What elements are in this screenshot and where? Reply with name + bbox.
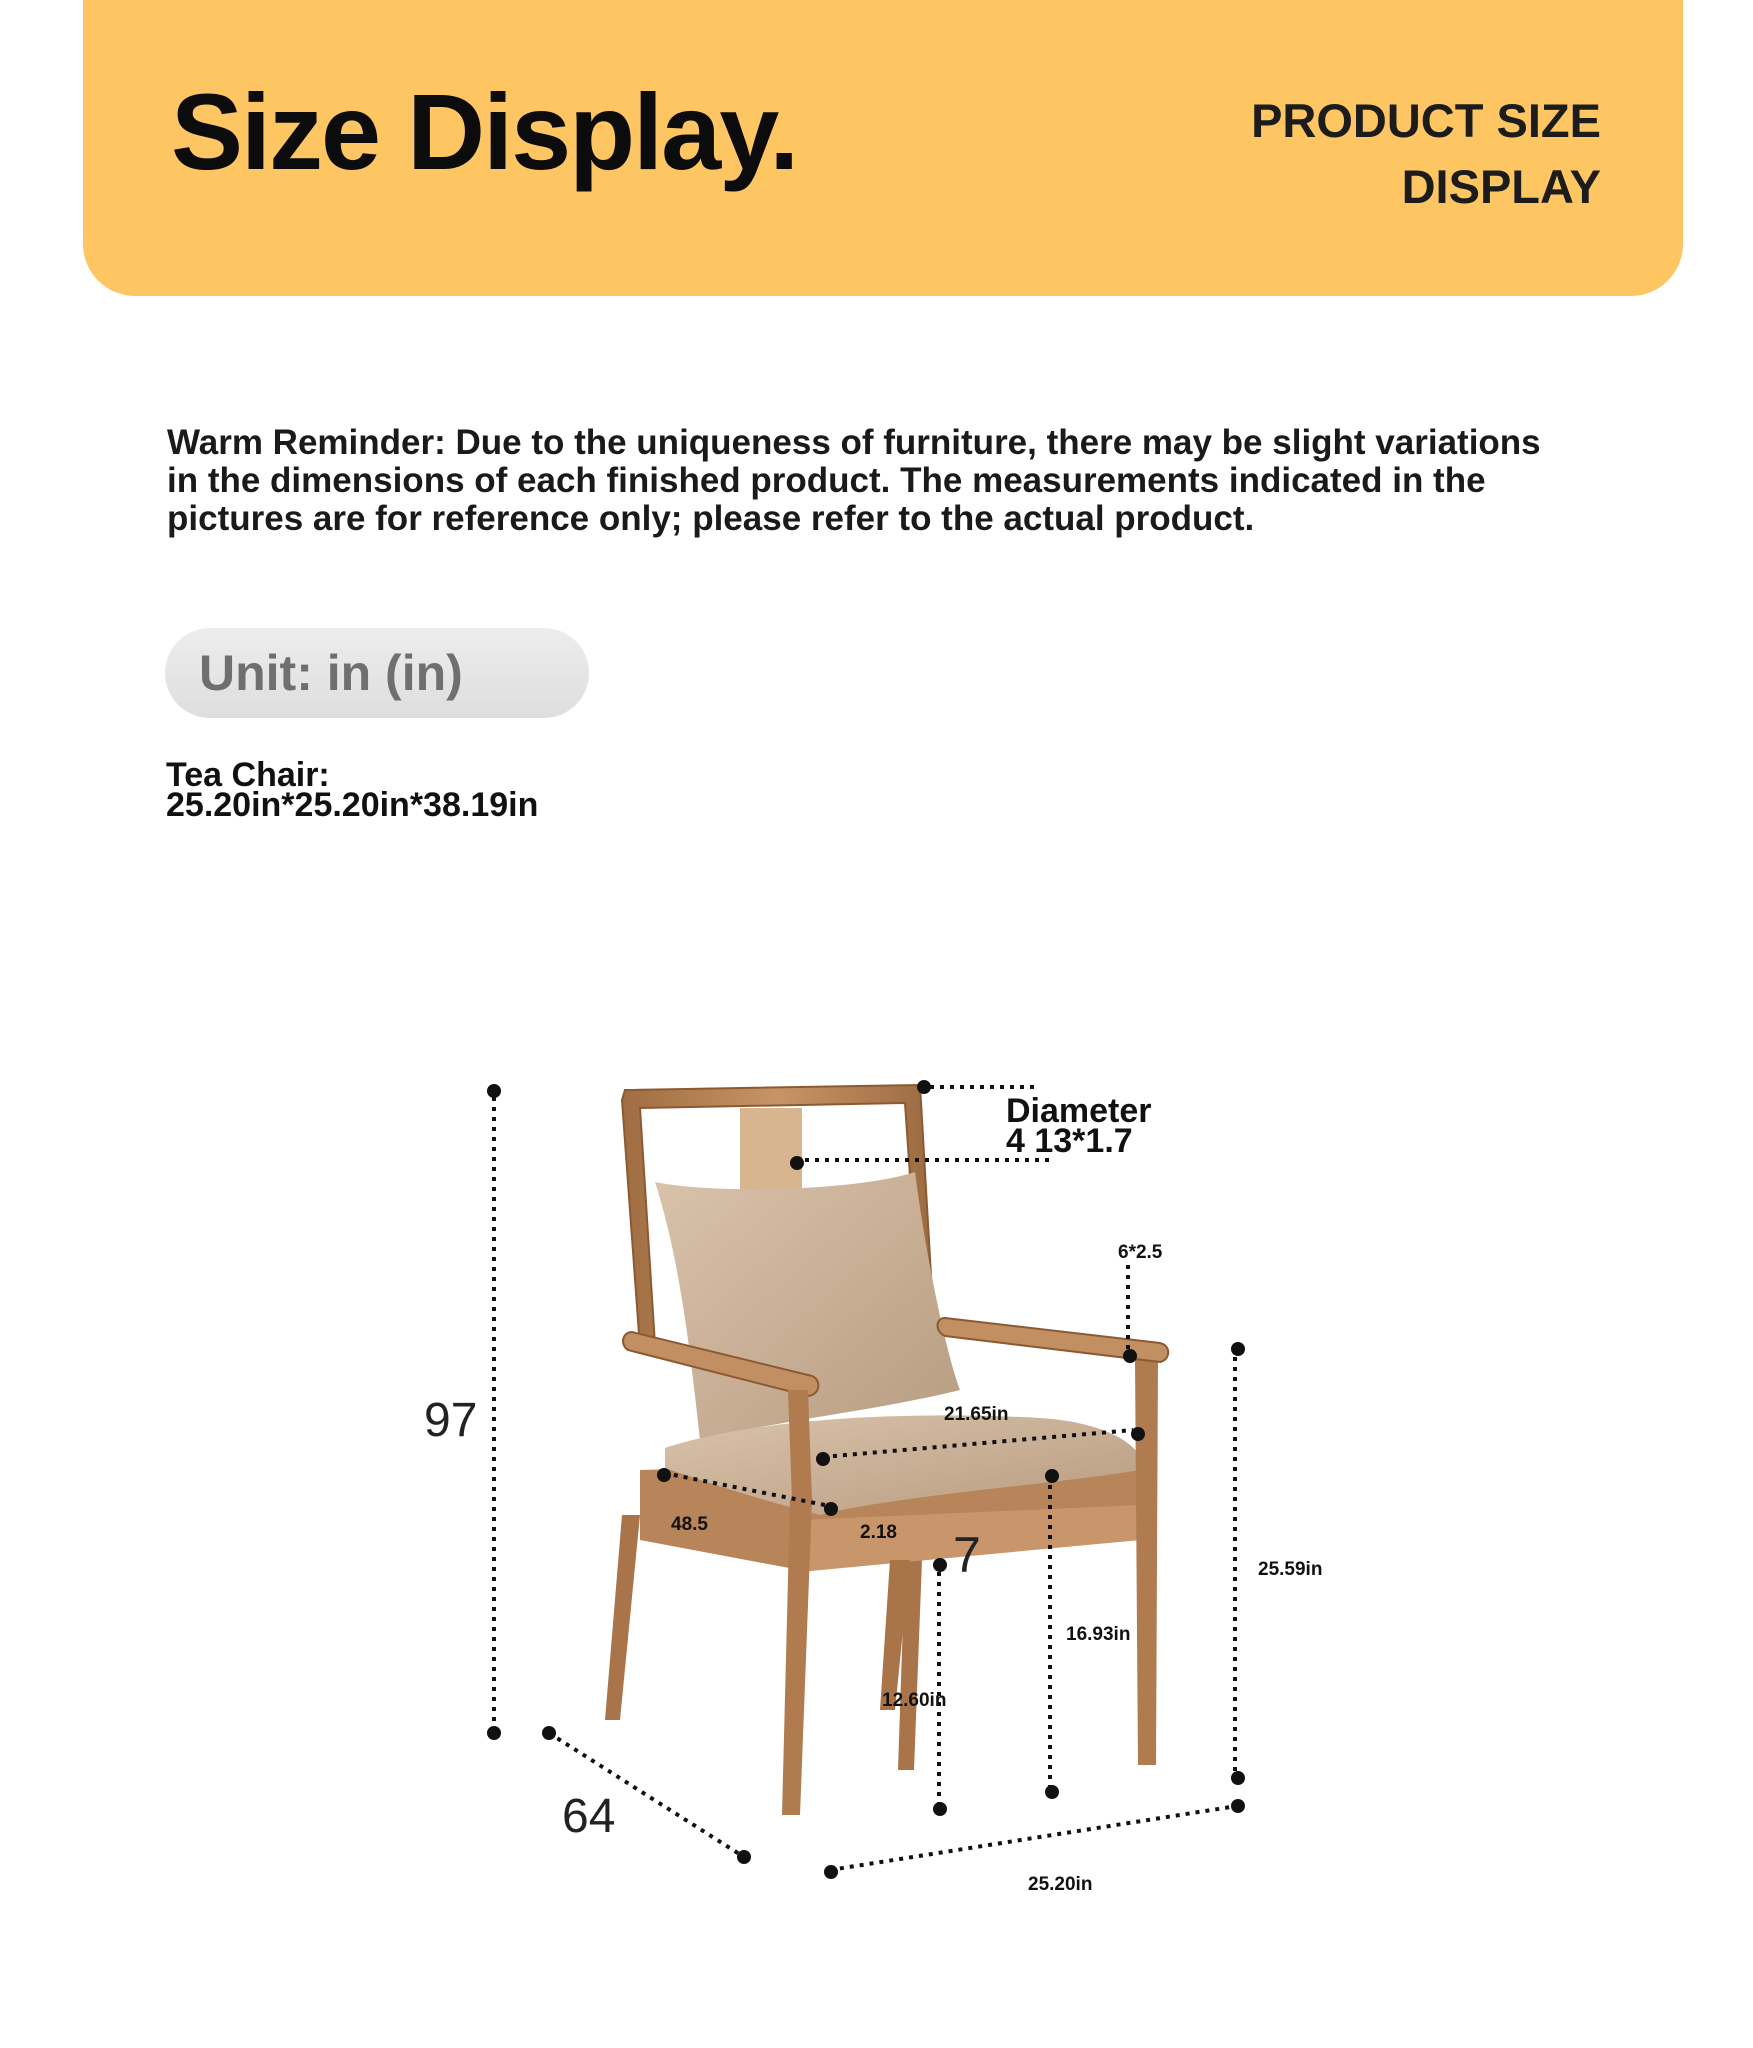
endpoint-dot bbox=[1045, 1785, 1059, 1799]
endpoint-dot bbox=[487, 1726, 501, 1740]
endpoint-dot bbox=[1231, 1799, 1245, 1813]
endpoint-dot bbox=[1231, 1342, 1245, 1356]
endpoint-dot bbox=[933, 1558, 947, 1572]
product-name: Tea Chair: bbox=[166, 756, 330, 794]
reminder-line-1: Warm Reminder: Due to the uniqueness of furniture, there may be slight variations bbox=[167, 423, 1541, 462]
arm-height-label: 25.59in bbox=[1258, 1559, 1323, 1580]
subtitle-line-2: DISPLAY bbox=[1401, 160, 1601, 213]
product-dimensions: 25.20in*25.20in*38.19in bbox=[166, 786, 539, 824]
endpoint-dot bbox=[542, 1726, 556, 1740]
reminder-line-2: in the dimensions of each finished product. The measurements indicated in the bbox=[167, 461, 1486, 500]
endpoint-dot bbox=[1131, 1427, 1145, 1441]
base-width-label: 25.20in bbox=[1028, 1874, 1093, 1895]
endpoint-dot bbox=[1123, 1349, 1137, 1363]
endpoint-dot bbox=[737, 1850, 751, 1864]
endpoint-dot bbox=[487, 1084, 501, 1098]
seat-depth-label: 48.5 bbox=[671, 1514, 708, 1535]
endpoint-dot bbox=[657, 1468, 671, 1482]
page-title: Size Display. bbox=[171, 71, 798, 192]
endpoint-dot bbox=[1231, 1771, 1245, 1785]
back-leg-left bbox=[605, 1515, 640, 1720]
subtitle-line-1: PRODUCT SIZE bbox=[1251, 94, 1601, 147]
endpoint-dot bbox=[917, 1080, 931, 1094]
endpoint-dot bbox=[1045, 1469, 1059, 1483]
rail-mark: 7 bbox=[953, 1527, 981, 1583]
seat-height-label: 16.93in bbox=[1066, 1624, 1131, 1645]
seat-thickness-label: 2.18 bbox=[860, 1522, 897, 1543]
armrest-size-label: 6*2.5 bbox=[1118, 1242, 1163, 1263]
arm-left-post bbox=[788, 1390, 812, 1500]
front-leg-right bbox=[1135, 1360, 1158, 1765]
diameter-value: 4 13*1.7 bbox=[1006, 1122, 1133, 1160]
seat-width-label: 21.65in bbox=[944, 1404, 1009, 1425]
diameter-title: Diameter bbox=[1006, 1092, 1152, 1130]
reminder-line-3: pictures are for reference only; please refer to the actual product. bbox=[167, 499, 1255, 538]
endpoint-dot bbox=[933, 1802, 947, 1816]
height-label: 97 bbox=[424, 1394, 478, 1447]
endpoint-dot bbox=[824, 1865, 838, 1879]
endpoint-dot bbox=[824, 1502, 838, 1516]
endpoint-dot bbox=[790, 1156, 804, 1170]
base-width-line bbox=[830, 1806, 1237, 1870]
rail-height-label: 12.60in bbox=[882, 1690, 947, 1711]
endpoint-dot bbox=[816, 1452, 830, 1466]
unit-label: Unit: in (in) bbox=[199, 645, 463, 701]
depth-label: 64 bbox=[562, 1790, 616, 1843]
